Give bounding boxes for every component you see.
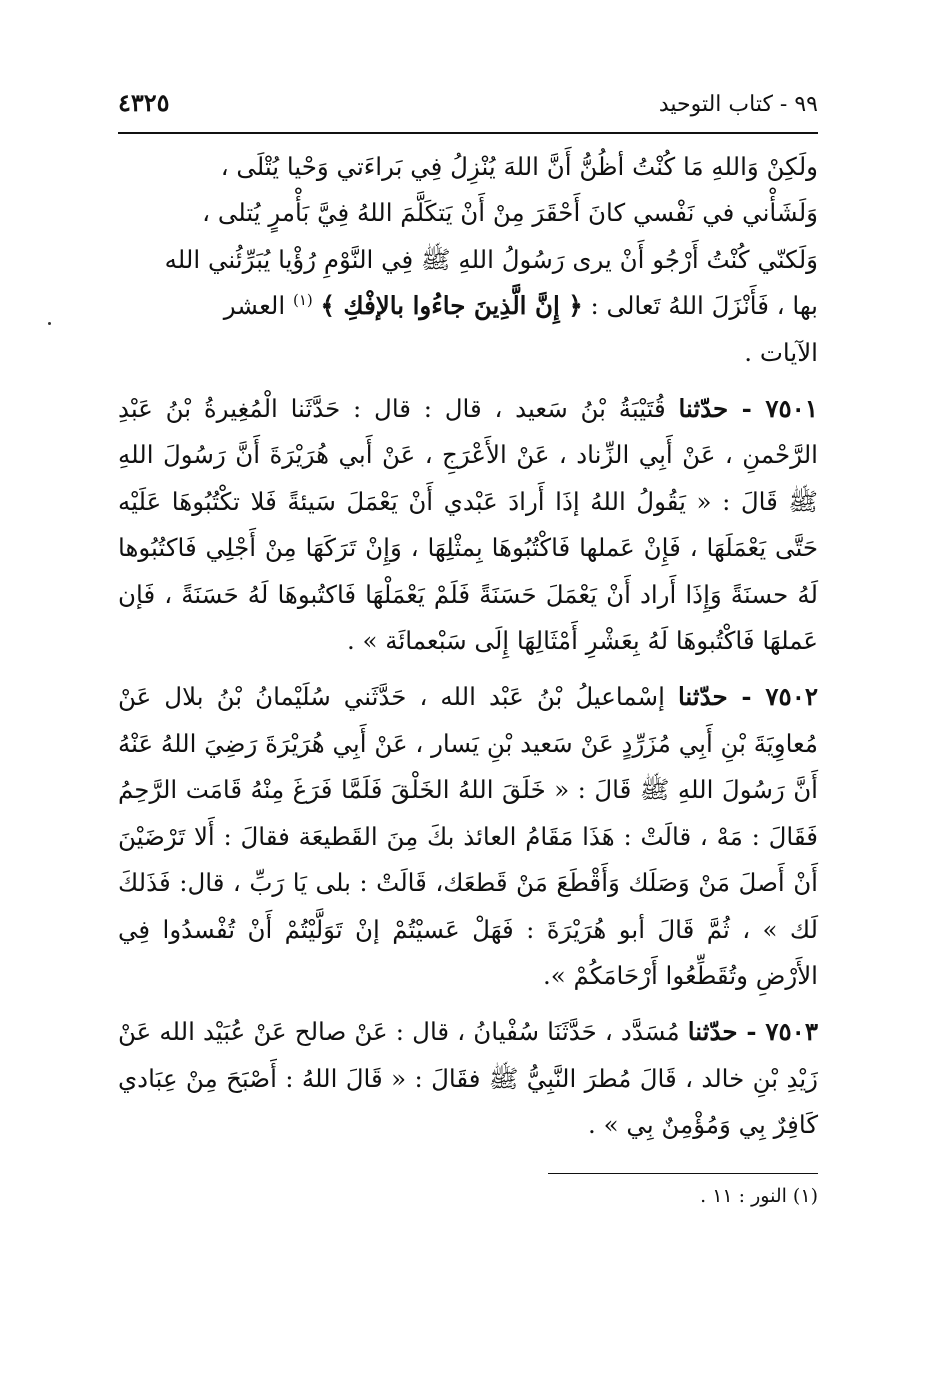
hadith-number: ٧٥٠٣ - حدّثنا: [687, 1017, 818, 1047]
page-number: ٤٣٢٥: [118, 88, 170, 117]
footnote: (١) النور : ١١ .: [700, 1184, 818, 1207]
hadith-text: إسْماعيلُ بْنُ عَبْد الله ، حَدَّثَني سُلَيْمانُ بْنُ بلال عَنْ مُعاوِيَةَ بْنِ أَبِي مُزَرِّدٍ عَنْ سَعيد بْنِ يَسار ، عَنْ أَبِي هُرَيْرَةَ رَضِيَ اللهُ عَنْهُ أَنَّ رَسُولَ اللهِ ﷺ قَالَ : « خَلَقَ اللهُ الخَلْقَ فَلَمَّا فَرَغَ مِنْهُ قَامَت الرَّحِمُ فَقَالَ : مَهْ ، قالَتْ : هَذَا مَقَامُ العائذ بكَ مِنَ القَطيعَة فقالَ : أَلا تَرْضَيْنَ أَنْ أَصلَ مَنْ وَصَلَك وَأَقْطَعَ مَنْ قَطعَك، قَالَتْ : بلى يَا رَبِّ ، قال: فَذَلكَ لَك » ، ثُمَّ قَالَ أبو هُرَيْرَةَ : فَهَلْ عَسيْتُمْ إنْ تَوَلَّيْتُمْ أَنْ تُفْسدُوا فِي الأَرْضِ وتُقَطِّعُوا أَرْحَامَكُمْ ».: [118, 682, 818, 990]
hadith-7503: [118, 1009, 818, 1148]
intro-line: الآيات .: [744, 337, 818, 367]
intro-line: وَلَكنّي كُنْتُ أَرْجُو أَنْ يرى رَسُولُ اللهِ ﷺ فِي النَّوْمِ رُؤْيا يُبَرِّئُني الله: [164, 244, 818, 274]
header-divider: [118, 132, 818, 134]
intro-paragraph: [118, 144, 818, 376]
footnote-divider: [548, 1173, 818, 1174]
scan-speck: [48, 322, 51, 325]
hadith-text: مُسَدَّد ، حَدَّثَنَا سُفْيانُ ، قال : عَنْ صالح عَنْ عُبَيْد الله عَنْ زَيْدِ بْنِ خالد ، قَالَ مُطرَ النَّبِيُّ ﷺ فقَالَ : « قَالَ اللهُ : أَصْبَحَ مِنْ عِبَادي كَافِرٌ بِي وَمُؤْمِنٌ بِي » .: [118, 1017, 818, 1140]
footnote-marker: (١): [292, 291, 313, 310]
intro-line: ولَكِنْ وَاللهِ مَا كُنْتُ أظُنُّ أَنَّ اللهَ يُنْزِلُ فِي بَراءَتي وَحْيا يُتْلَى ،: [220, 152, 818, 181]
hadith-7501: [118, 386, 818, 664]
hadith-number: ٧٥٠٢ - حدّثنا: [677, 682, 819, 712]
main-text: [118, 144, 818, 1149]
chapter-title: ٩٩ - كتاب التوحيد: [658, 92, 818, 117]
intro-text: بها ، فَأَنْزَلَ اللهُ تَعالى :: [590, 291, 818, 321]
intro-text: العشر: [223, 291, 286, 321]
hadith-text: قُتَيْبَةُ بْنُ سَعيد ، قال : قال : حَدَّثَنا الْمُغِيرةُ بْنُ عَبْدِ الرَّحْمنِ ، عَنْ أَبِي الزِّناد ، عَنْ الأَعْرَجِ ، عَنْ أَبي هُرَيْرَةَ أَنَّ رَسُولَ اللهِ ﷺ قَالَ : « يَقُولُ اللهُ إذَا أَرادَ عَبْدي أَنْ يَعْمَلَ سَيئةً فَلا تكْتُبُوهَا عَلَيْه حَتَّى يَعْمَلَهَا ، فَإِنْ عَملها فَاكْتُبُوهَا بِمثْلِهَا ، وَإِنْ تَرَكَهَا مِنْ أَجْلِي فَاكتُبُوها لَهُ حسنَةً وَإِذَا أَراد أَنْ يَعْمَلَ حَسَنَةً فَلَمْ يَعْمَلْهَا فَاكتُبوهَا لَهُ حَسَنَةً ، فَإن عَملهَا فَاكْتُبوهَا لَهُ بِعَشْرِ أَمْثَالِهَا إِلَى سَبْعمائَة » .: [118, 394, 818, 656]
hadith-7502: [118, 674, 818, 999]
quran-verse: ﴿ إِنَّ الَّذِينَ جاءُوا بالإفْكِ ﴾: [320, 291, 583, 321]
hadith-number: ٧٥٠١ - حدّثنا: [678, 394, 818, 424]
intro-line: وَلَشَأْني في نَفْسي كانَ أَحْقَرَ مِنْ أَنْ يَتكَلَّمَ اللهُ فِيَّ بَأْمرٍ يُتلى ،: [202, 198, 818, 228]
book-page: [118, 88, 818, 1214]
intro-line: [118, 283, 818, 329]
page-header: [118, 88, 818, 130]
